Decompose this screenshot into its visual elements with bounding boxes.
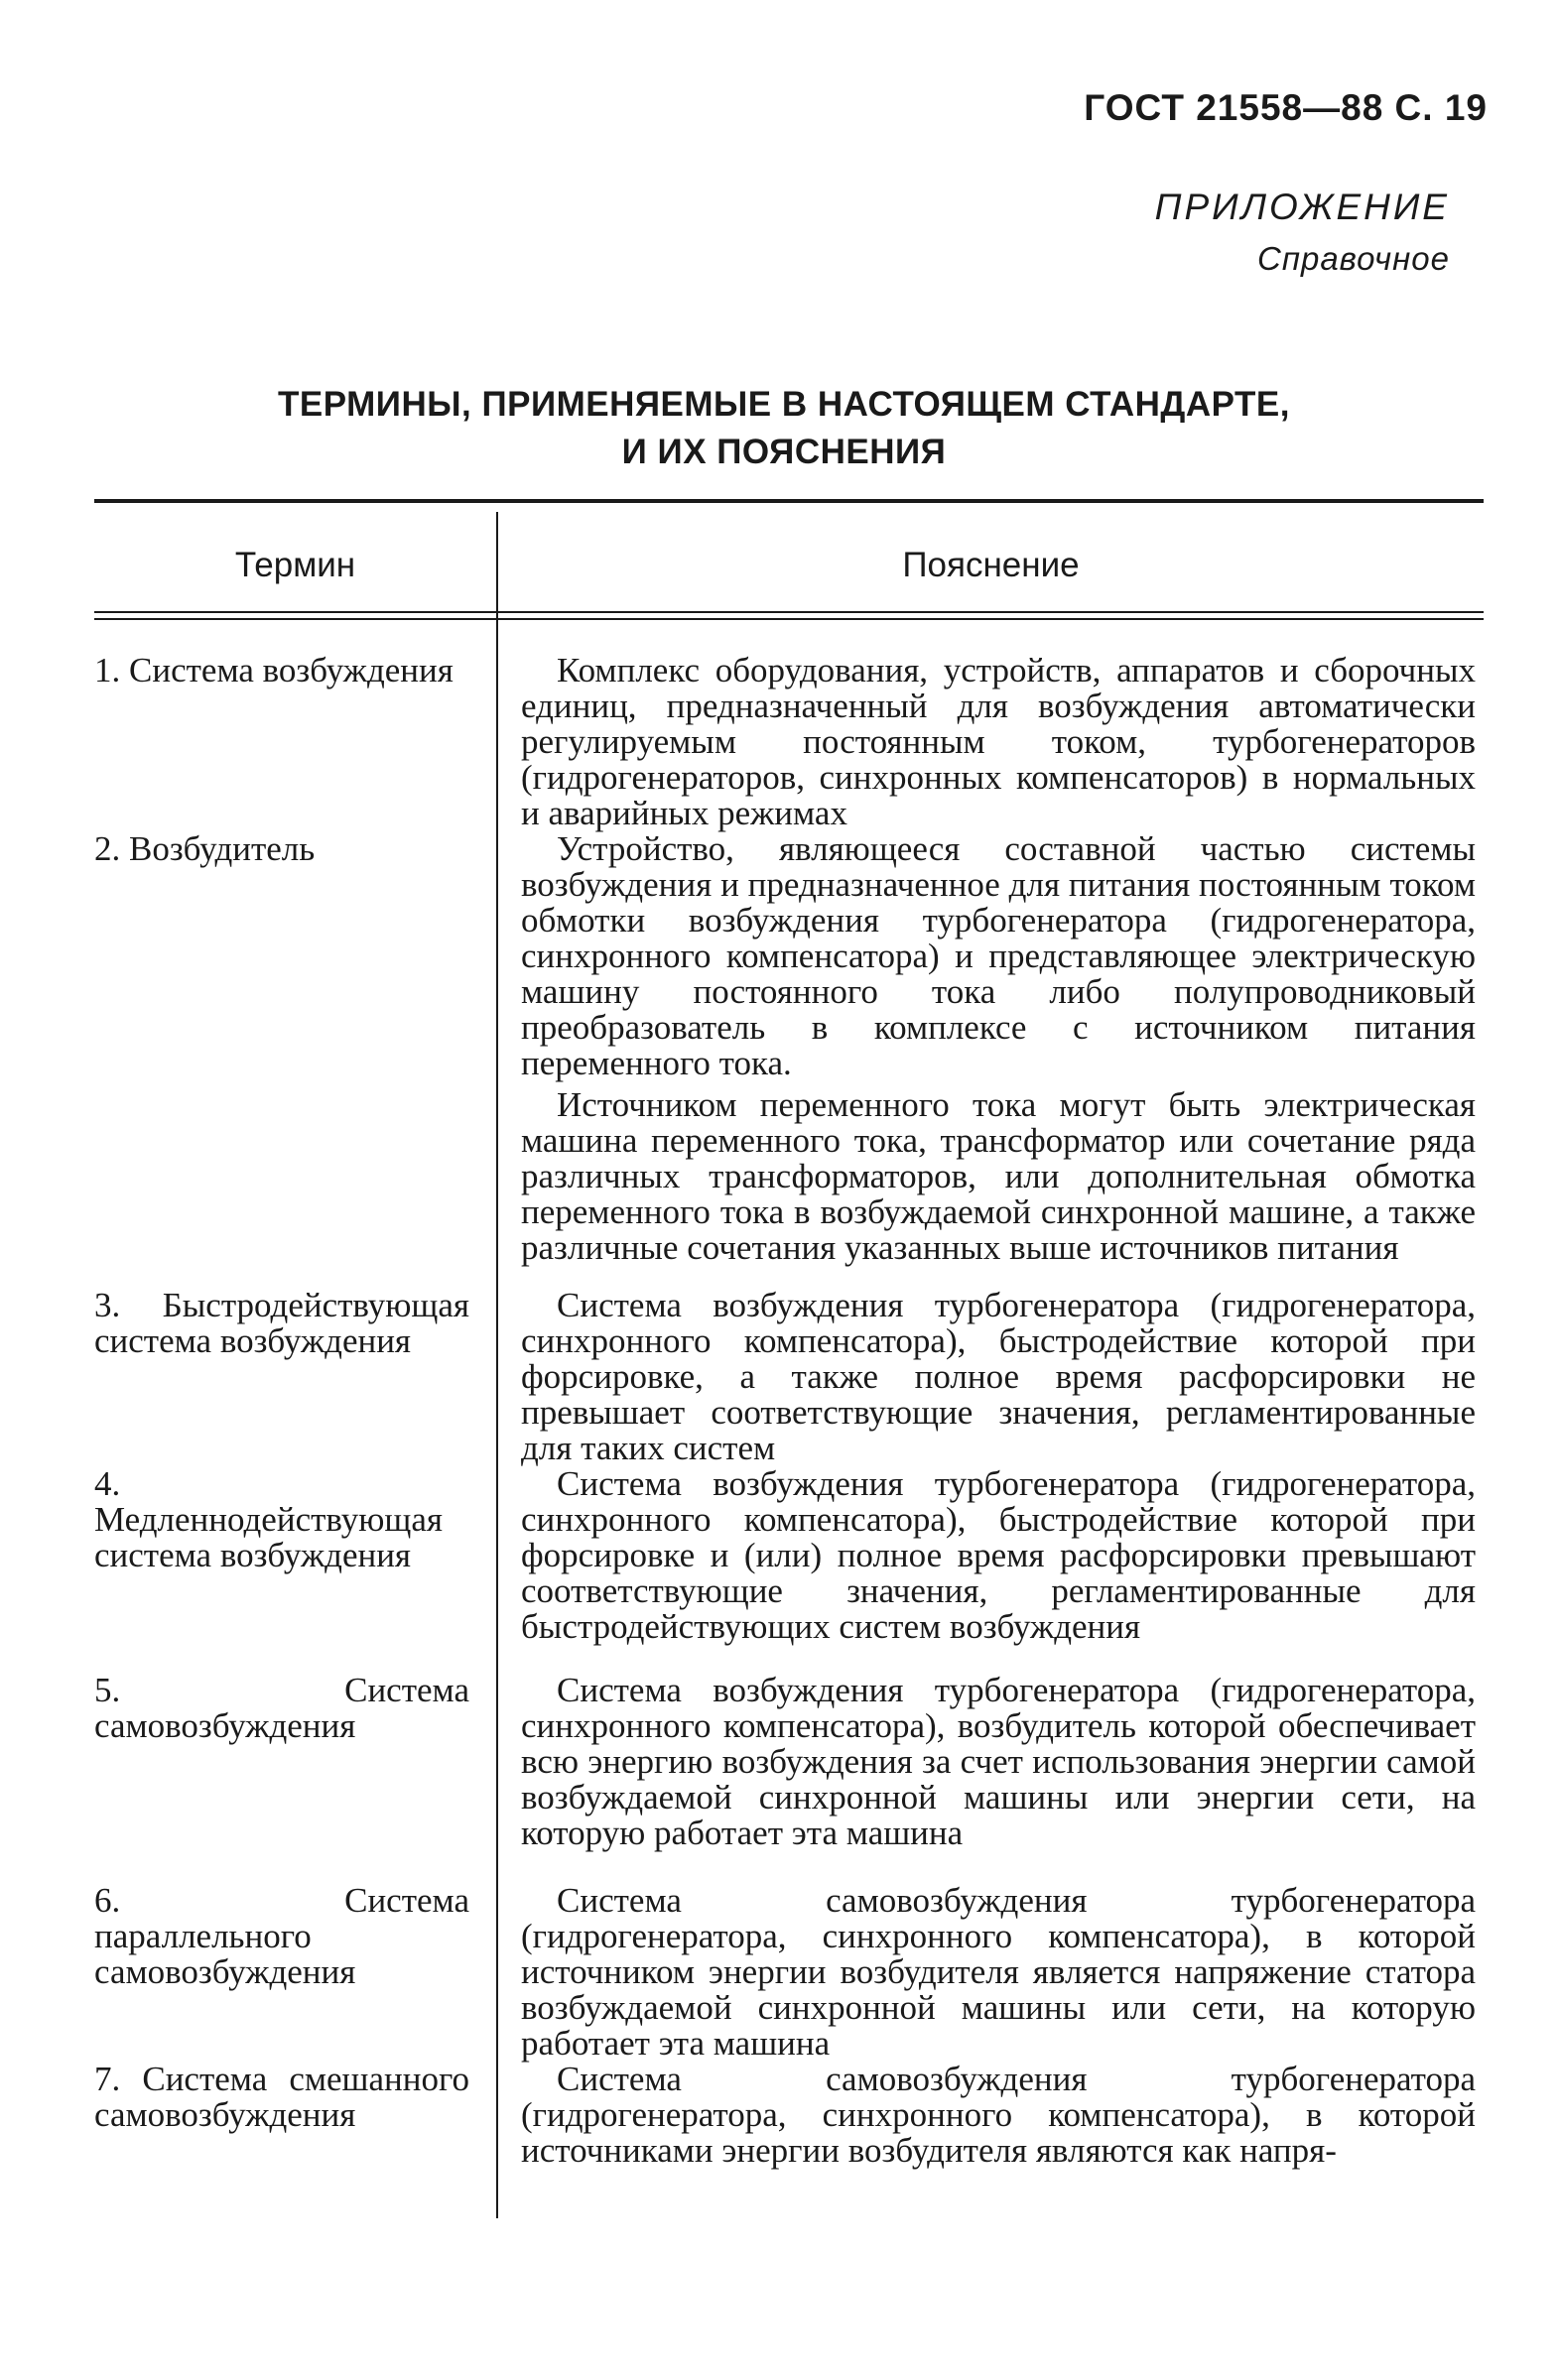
column-header-term: Термин (234, 546, 356, 584)
explanation-cell (521, 831, 1476, 1266)
explanation-cell (521, 653, 1476, 831)
explanation-paragraph: Система самовозбуждения турбогенератора (гидрогенератора, синхронного компенсатора), в которой источниками энергии возбудителя являются как напря- (521, 2060, 1476, 2170)
document-title-line-1: ТЕРМИНЫ, ПРИМЕНЯЕМЫЕ В НАСТОЯЩЕМ СТАНДАРТЕ, (278, 385, 1290, 424)
term-cell: 5. Система самовозбуждения (94, 1671, 469, 1745)
explanation-cell (521, 1673, 1476, 1851)
document-title (79, 381, 1489, 476)
document-title-line-2: И ИХ ПОЯСНЕНИЯ (621, 433, 947, 471)
appendix-block (1155, 187, 1450, 278)
explanation-paragraph: Система возбуждения турбогенератора (гидрогенератора, синхронного компенсатора), быстродействие которой при форсировке и (или) полное время расфорсировки превышают соответствующие значения, регламентированные для быстродействующих систем возбуждения (521, 1464, 1476, 1646)
explanation-paragraph: Система возбуждения турбогенератора (гидрогенератора, синхронного компенсатора), быстродействие которой при форсировке, а также полное время расфорсировки не превышает соответствующие значения, регламентированные для таких систем (521, 1286, 1476, 1467)
header-rule-upper (94, 611, 1484, 613)
term-cell: 1. Система возбуждения (94, 651, 454, 689)
appendix-subtitle: Справочное (1256, 240, 1450, 277)
term-cell: 7. Система смешанного самовозбуждения (94, 2060, 469, 2134)
term-cell: 6. Система параллельного самовозбуждения (94, 1881, 469, 1991)
page-header: ГОСТ 21558—88 С. 19 (1084, 87, 1488, 128)
explanation-cell (521, 2062, 1476, 2169)
column-divider (496, 512, 498, 2218)
explanation-paragraph: Источником переменного тока могут быть электрическая машина переменного тока, трансформатор или сочетание ряда различных трансформаторов, или дополнительная обмотка переменного тока в возбуждаемой синхронной машине, а также различные сочетания указанных выше источников питания (521, 1085, 1476, 1267)
column-header-explanation: Пояснение (902, 546, 1080, 584)
term-cell: 4. Медленнодействующая система возбуждения (94, 1464, 443, 1574)
table-top-rule (94, 499, 1484, 503)
explanation-cell (521, 1288, 1476, 1466)
term-cell: 2. Возбудитель (94, 829, 316, 868)
explanation-cell (521, 1466, 1476, 1645)
explanation-cell (521, 1883, 1476, 2062)
explanation-paragraph: Комплекс оборудования, устройств, аппаратов и сборочных единиц, предназначенный для возбуждения автоматически регулируемым постоянным током, турбогенераторов (гидрогенераторов, синхронных компенсаторов) в нормальных и аварийных режимах (521, 651, 1476, 832)
appendix-title: ПРИЛОЖЕНИЕ (1154, 187, 1450, 227)
explanation-paragraph: Устройство, являющееся составной частью системы возбуждения и предназначенное для питания постоянным током обмотки возбуждения турбогенератора (гидрогенератора, синхронного компенсатора) и представляющее электрическую машину постоянного тока либо полупроводниковый преобразователь в комплексе с источником питания переменного тока. (521, 829, 1476, 1082)
term-cell: 3. Быстродействующая система возбуждения (94, 1286, 469, 1360)
header-rule-lower (94, 618, 1484, 620)
explanation-paragraph: Система возбуждения турбогенератора (гидрогенератора, синхронного компенсатора), возбудитель которой обеспечивает всю энергию возбуждения за счет использования энергии самой возбуждаемой синхронной машины или энергии сети, на которую работает эта машина (521, 1671, 1476, 1852)
explanation-paragraph: Система самовозбуждения турбогенератора (гидрогенератора, синхронного компенсатора), в которой источником энергии возбудителя является напряжение статора возбуждаемой синхронной машины или сети, на которую работает эта машина (521, 1881, 1476, 2063)
